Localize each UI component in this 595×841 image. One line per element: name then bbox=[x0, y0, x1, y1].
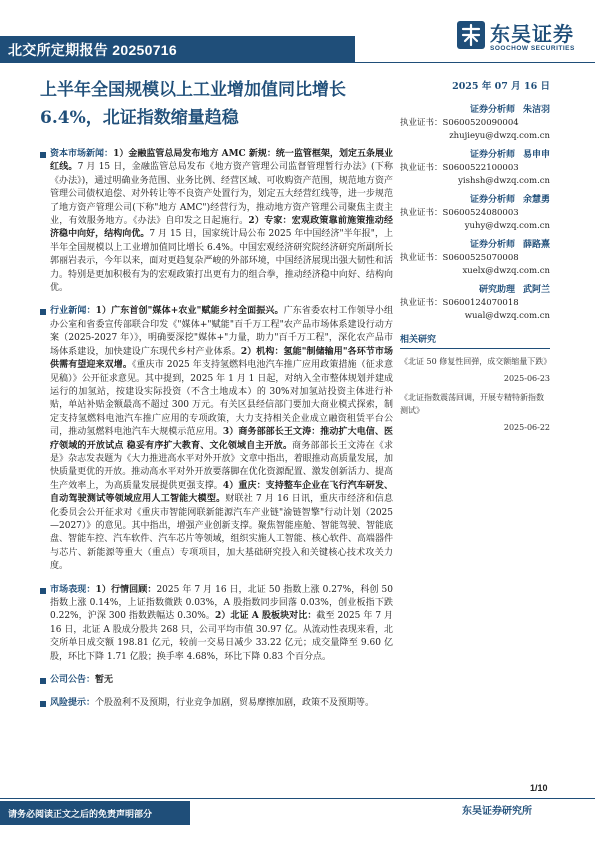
cert-label: 执业证书： bbox=[400, 118, 443, 128]
analyst-email[interactable]: xuelx@dwzq.com.cn bbox=[462, 266, 550, 276]
page-number: 1/10 bbox=[530, 783, 548, 793]
section-heading: 公司公告： bbox=[50, 675, 96, 686]
company-logo bbox=[456, 18, 584, 58]
cert-number: S0600124070018 bbox=[442, 298, 519, 308]
analyst-email[interactable]: wual@dwzq.com.cn bbox=[464, 311, 550, 321]
report-title-line1: 上半年全国规模以上工业增加值同比增长 bbox=[40, 80, 346, 100]
section-market-performance bbox=[40, 584, 393, 664]
report-date: 2025 年 07 月 16 日 bbox=[452, 81, 550, 92]
news-headline: 3）商务部部长王文涛：推动扩大电信、医疗领域的开放试点 稳妥有序扩大教育、文化领域自主开放。 bbox=[50, 427, 393, 451]
news-text: 截至 2025 年 7 月 16 日，北证 A 股成分股共 268 只，公司平均市值 30.97 亿。从流动性表现来看，北交所单日成交额 198.81 亿元，较前一交易日减少 33.22 亿元；成交量降至 9.60 亿股，环比下降 1.71 亿股；换手率 4.68%，环比下降 0.83 个百分点。 bbox=[50, 611, 393, 662]
sidebar bbox=[400, 78, 550, 329]
cert-number: S0600525070008 bbox=[442, 253, 519, 263]
logo-text-cn: 东吴证券 bbox=[490, 24, 574, 46]
analyst-card bbox=[400, 104, 550, 143]
cert-number: S0600522100003 bbox=[442, 163, 519, 173]
analyst-role: 证券分析师 bbox=[469, 195, 515, 205]
report-series-title: 北交所定期报告 20250716 bbox=[8, 42, 177, 58]
news-headline: 1）金融监管总局发布地方 AMC 新规：统一监管框架，划定五条展业红线。 bbox=[50, 149, 393, 173]
news-text: 2025 年 7 月 16 日，北证 50 指数上涨 0.27%，科创 50 指数上涨 0.14%，上证指数微跌 0.03%，A 股指数同步回落 0.03%，创业板指下跌 0.22%，沪深 300 指数跌幅达 0.30%。 bbox=[50, 584, 394, 622]
cert-label: 执业证书： bbox=[400, 208, 443, 218]
section-risk-warning bbox=[40, 697, 393, 710]
footer-divider bbox=[0, 798, 595, 799]
news-headline: 2）专家：宏观政策靠前施策推动经济稳中向好，结构向优。 bbox=[50, 216, 393, 240]
analyst-role: 证券分析师 bbox=[469, 105, 515, 115]
cert-label: 执业证书： bbox=[400, 298, 443, 308]
cert-number: S0600520090004 bbox=[442, 118, 519, 128]
analyst-name: 余慧勇 bbox=[522, 195, 550, 205]
section-industry-news bbox=[40, 305, 393, 573]
related-research bbox=[400, 332, 550, 440]
news-headline: 4）重庆：支持整车企业在飞行汽车研发、自动驾驶测试等领域应用人工智能大模型。 bbox=[50, 480, 393, 505]
related-report-link[interactable]: 《北证指数震荡回调，开展专精特新指数测试》 bbox=[400, 393, 544, 415]
section-heading: 市场表现： bbox=[50, 584, 96, 595]
news-headline: 1）广东首创"媒体+农业"赋能乡村全面振兴。 bbox=[95, 306, 284, 317]
section-heading: 资本市场新闻： bbox=[50, 149, 114, 159]
related-report-date: 2025-06-22 bbox=[503, 423, 550, 432]
analyst-name: 易申申 bbox=[522, 150, 550, 160]
announcement-text: 暂无 bbox=[95, 675, 114, 686]
report-title-line2: 6.4%，北证指数缩量趋稳 bbox=[40, 108, 239, 128]
section-capital-market-news bbox=[40, 148, 393, 295]
news-text: 7 月 15 日，国家统计局公布 2025 年中国经济"半年报"，上半年全国规模以上工业增加值同比增长 6.4%。中国宏观经济研究院经济研究所副所长郭丽岩表示，今年以来，面对更趋复杂严峻的外部环境，中国经济展现出强大韧性和活力。特别是更加积极有为的宏观政策打出更有力的组合拳，推动经济稳中向好、结构向优。 bbox=[50, 229, 393, 294]
cert-label: 执业证书： bbox=[400, 163, 443, 173]
logo-text-en: SOOCHOW SECURITIES bbox=[490, 45, 575, 52]
cert-label: 执业证书： bbox=[400, 253, 443, 263]
analyst-card bbox=[400, 149, 550, 188]
news-text: 《重庆市 2025 年支持氢燃料电池汽车推广应用政策措施（征求意见稿）》公开征求意见。其中提到，2025 年 1 月 1 日起，对纳入全市整体规划并建成运行的加氢站，按建设实际投资（不含土地成本）的 30%对加氢站投资主体进行补贴，单站补贴金额最高不超过 300 万元。有关区县经信部门要加大商业模式探索，制定支持氢燃料电池汽车推广应用的专项政策，大力支持相关企业成立融资租赁平台公司，推动氢燃料电池汽车大规模示范应用。 bbox=[50, 360, 393, 438]
section-heading: 风险提示： bbox=[50, 698, 96, 709]
related-research-heading: 相关研究 bbox=[400, 332, 550, 349]
risk-text: 个股盈利不及预期，行业竞争加剧，贸易摩擦加剧，政策不及预期等。 bbox=[95, 698, 375, 709]
analyst-card bbox=[400, 284, 550, 323]
analyst-role: 证券分析师 bbox=[469, 150, 515, 160]
analyst-name: 薛路熹 bbox=[522, 240, 550, 250]
section-heading: 行业新闻： bbox=[50, 306, 96, 317]
news-text: 商务部部长王文涛在《求是》杂志发表题为《大力推进高水平对外开放》文章中指出，着眼推动高质量发展，加快质量更优的开放。推动高水平对外开放要落脚在优化资源配置、激发创新活力、提高生产效率上，为高质量发展提供更强支撑。 bbox=[50, 440, 393, 491]
report-body bbox=[40, 148, 393, 721]
section-company-announcements bbox=[40, 674, 393, 687]
analyst-role: 研究助理 bbox=[478, 285, 515, 295]
news-text: 7 月 15 日，金融监管总局发布《地方资产管理公司监督管理暂行办法》(下称《办法》)，通过明确业务范围、业务比例、经营区域、可收购资产范围，规范地方资产管理公司债权追偿、对外转让等不良资产处置行为，划定五大经营红线等，进一步规范了地方资产管理公司(下称"地方 AMC")经营行为，推动地方资产管理公司聚焦主责主业，有效服务地方。《办法》自印发之日起施行。 bbox=[50, 162, 393, 227]
analyst-email[interactable]: yuhy@dwzq.com.cn bbox=[464, 221, 550, 231]
disclaimer-note: 请务必阅读正文之后的免责声明部分 bbox=[8, 810, 153, 820]
research-institute-name: 东吴证券研究所 bbox=[462, 806, 532, 817]
analyst-role: 证券分析师 bbox=[469, 240, 515, 250]
report-title bbox=[40, 76, 410, 132]
analyst-card bbox=[400, 194, 550, 233]
analyst-email[interactable]: yishsh@dwzq.com.cn bbox=[458, 176, 550, 186]
news-text: 广东省委农村工作领导小组办公室和省委宣传部联合印发《"媒体+"赋能"百千万工程"农产品市场体系建设行动方案（2025-2027 年）》，明确要深挖"媒体+"力量，助力"百千万工程"，深化农产品市场体系建设，加快建设广东现代乡村产业体系。 bbox=[50, 306, 393, 357]
header-divider bbox=[0, 62, 595, 63]
analyst-card bbox=[400, 239, 550, 278]
related-report-date: 2025-06-23 bbox=[503, 374, 550, 383]
related-report-link[interactable]: 《北证 50 修复性回弹，成交额缩量下跌》 bbox=[400, 357, 552, 366]
news-headline: 2）北证 A 股板块对比： bbox=[214, 611, 317, 622]
news-text: 财联社 7 月 16 日讯，重庆市经济和信息化委员会公开征求对《重庆市智能网联新能源汽车产业链"渝链智擎"行动计划（2025—2027）》的意见。其中指出，增强产业创新支撑。聚焦智能座舱、智能驾驶、智能底盘、智能车控、汽车软件、汽车芯片等领域，组织实施人工智能、核心软件、高端器件与芯片、新能源等重大（重点）专项项目，加大基础研究投入和关键核心技术攻关力度。 bbox=[50, 494, 393, 572]
news-headline: 1）行情回顾： bbox=[95, 584, 157, 595]
analyst-name: 朱洁羽 bbox=[522, 105, 550, 115]
cert-number: S0600524080003 bbox=[442, 208, 519, 218]
analyst-name: 武阿兰 bbox=[522, 285, 550, 295]
analyst-email[interactable]: zhujieyu@dwzq.com.cn bbox=[449, 131, 550, 141]
news-headline: 2）机构：氢能"制储输用"各环节市场供需有望迎来双增。 bbox=[50, 346, 393, 371]
logo-mark-icon bbox=[456, 20, 486, 50]
